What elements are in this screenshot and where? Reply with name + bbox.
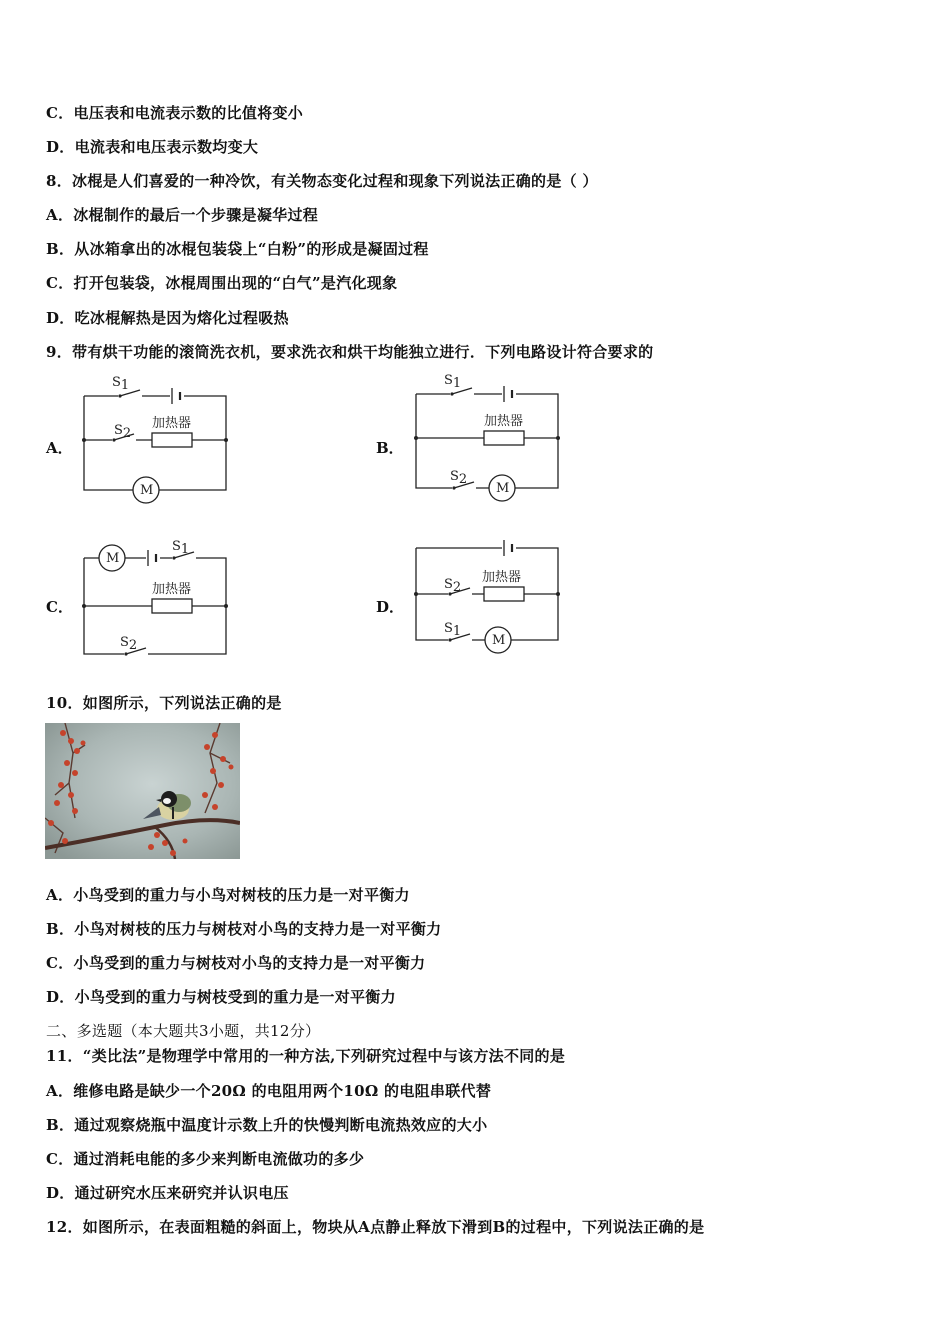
question-11: 11．“类比法”是物理学中常用的一种方法,下列研究过程中与该方法不同的是 bbox=[46, 1047, 566, 1065]
q9-option-d-label: D． bbox=[376, 598, 405, 616]
heater-label: 加热器 bbox=[152, 416, 192, 431]
bird-on-branch-photo bbox=[45, 723, 240, 859]
q11-option-a: A．维修电路是缺少一个20Ω 的电阻用两个10Ω 的电阻串联代替 bbox=[46, 1082, 492, 1100]
q10-option-d: D．小鸟受到的重力与树枝受到的重力是一对平衡力 bbox=[46, 988, 396, 1006]
circuit-diagram-a bbox=[80, 372, 230, 498]
circuit-diagram-b bbox=[412, 370, 562, 496]
question-9: 9．带有烘干功能的滚筒洗衣机，要求洗衣和烘干均能独立进行．下列电路设计符合要求的 bbox=[46, 343, 654, 361]
switch-s1-label: S1 bbox=[444, 373, 462, 391]
switch-s1-label: S1 bbox=[112, 375, 130, 393]
motor-icon: M bbox=[492, 633, 506, 648]
switch-s1-label: S1 bbox=[172, 539, 190, 557]
q9-option-b-label: B． bbox=[376, 439, 404, 457]
q9-option-c-label: C． bbox=[46, 598, 73, 616]
switch-s2-label: S2 bbox=[114, 423, 132, 441]
q11-option-c: C．通过消耗电能的多少来判断电流做功的多少 bbox=[46, 1150, 365, 1168]
q7-option-c: C．电压表和电流表示数的比值将变小 bbox=[46, 104, 304, 122]
circuit-diagram-c bbox=[80, 534, 230, 658]
question-12: 12．如图所示，在表面粗糙的斜面上，物块从A点静止释放下滑到B的过程中，下列说法正确的是 bbox=[46, 1218, 705, 1236]
q10-option-b: B．小鸟对树枝的压力与树枝对小鸟的支持力是一对平衡力 bbox=[46, 920, 442, 938]
q7-option-d: D．电流表和电压表示数均变大 bbox=[46, 138, 259, 156]
circuit-diagram-d bbox=[412, 528, 562, 652]
switch-s2-label: S2 bbox=[450, 469, 468, 487]
heater-label: 加热器 bbox=[482, 570, 522, 585]
section-2-heading: 二、多选题（本大题共3小题，共12分） bbox=[46, 1022, 321, 1040]
heater-label: 加热器 bbox=[484, 414, 524, 429]
question-8: 8．冰棍是人们喜爱的一种冷饮，有关物态变化过程和现象下列说法正确的是（ ） bbox=[46, 172, 598, 190]
q9-option-a-label: A． bbox=[46, 439, 73, 457]
switch-s2-label: S2 bbox=[444, 577, 462, 595]
question-10: 10．如图所示，下列说法正确的是 bbox=[46, 694, 282, 712]
q8-option-c: C．打开包装袋，冰棍周围出现的“白气”是汽化现象 bbox=[46, 274, 398, 292]
q8-option-a: A．冰棍制作的最后一个步骤是凝华过程 bbox=[46, 206, 319, 224]
motor-icon: M bbox=[140, 483, 154, 498]
switch-s2-label: S2 bbox=[120, 635, 138, 653]
q10-option-c: C．小鸟受到的重力与树枝对小鸟的支持力是一对平衡力 bbox=[46, 954, 426, 972]
heater-label: 加热器 bbox=[152, 582, 192, 597]
q11-option-d: D．通过研究水压来研究并认识电压 bbox=[46, 1184, 289, 1202]
switch-s1-label: S1 bbox=[444, 621, 462, 639]
q8-option-b: B．从冰箱拿出的冰棍包装袋上“白粉”的形成是凝固过程 bbox=[46, 240, 429, 258]
q8-option-d: D．吃冰棍解热是因为熔化过程吸热 bbox=[46, 309, 289, 327]
q10-option-a: A．小鸟受到的重力与小鸟对树枝的压力是一对平衡力 bbox=[46, 886, 410, 904]
motor-icon: M bbox=[496, 481, 510, 496]
motor-icon: M bbox=[106, 551, 120, 566]
q11-option-b: B．通过观察烧瓶中温度计示数上升的快慢判断电流热效应的大小 bbox=[46, 1116, 488, 1134]
